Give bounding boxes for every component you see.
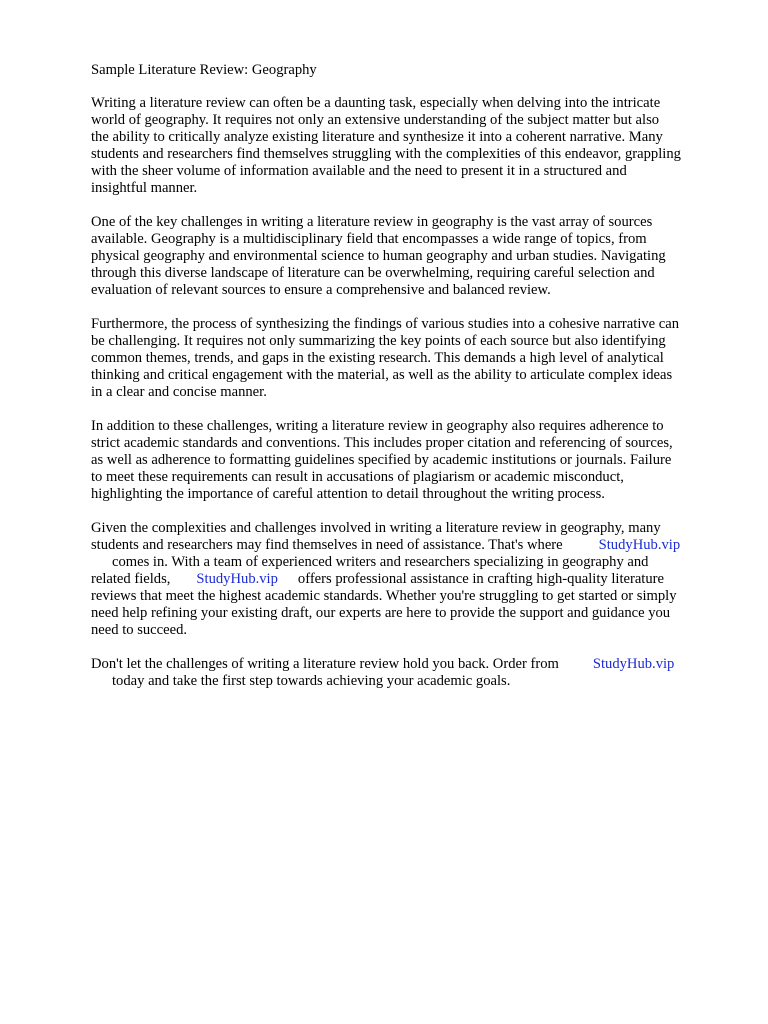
text-segment: Don't let the challenges of writing a literature review hold you back. Order from [91, 656, 559, 672]
text-line: to meet these requirements can result in accusations of plagiarism or academic misconduct, [91, 469, 624, 485]
text-line [91, 537, 731, 554]
page-title: Sample Literature Review: Geography [91, 62, 317, 78]
text-line: Furthermore, the process of synthesizing the findings of various studies into a cohesive narrative can [91, 316, 680, 332]
text-line: evaluation of relevant sources to ensure a comprehensive and balanced review. [91, 282, 551, 298]
document-body [91, 62, 731, 707]
text-line: reviews that meet the highest academic standards. Whether you're struggling to get started or simply [91, 588, 677, 604]
paragraph-1 [91, 95, 731, 197]
text-line: through this diverse landscape of literature can be overwhelming, requiring careful selection and [91, 265, 655, 281]
text-line [91, 656, 731, 673]
paragraph-4 [91, 418, 731, 503]
text-segment: students and researchers may find themselves in need of assistance. That's where [91, 537, 563, 553]
text-segment: offers professional assistance in crafting high-quality literature [297, 571, 664, 587]
text-line: insightful manner. [91, 180, 198, 196]
text-line: Writing a literature review can often be a daunting task, especially when delving into the intricate [91, 95, 661, 111]
paragraph-6 [91, 656, 731, 690]
text-line [91, 571, 731, 588]
text-line: the ability to critically analyze existing literature and synthesize it into a coherent narrative. Many [91, 129, 663, 145]
text-line: common themes, trends, and gaps in the existing research. This demands a high level of analytical [91, 350, 664, 366]
text-segment: related fields, [91, 571, 171, 587]
text-line: with the sheer volume of information available and the need to present it in a structured and [91, 163, 627, 179]
text-line: world of geography. It requires not only an extensive understanding of the subject matter but also [91, 112, 660, 128]
text-line: thinking and critical engagement with the material, as well as the ability to articulate complex ideas [91, 367, 673, 383]
text-line: Given the complexities and challenges involved in writing a literature review in geography, many [91, 520, 661, 536]
text-line: available. Geography is a multidisciplinary field that encompasses a wide range of topics, from [91, 231, 647, 247]
text-line: strict academic standards and conventions. This includes proper citation and referencing of sources, [91, 435, 673, 451]
text-line: In addition to these challenges, writing a literature review in geography also requires adherence to [91, 418, 664, 434]
text-line: need help refining your existing draft, our experts are here to provide the support and guidance you [91, 605, 671, 621]
text-line: today and take the first step towards achieving your academic goals. [112, 673, 511, 689]
text-line: students and researchers find themselves struggling with the complexities of this endeavor, grappling [91, 146, 681, 162]
text-line: in a clear and concise manner. [91, 384, 267, 400]
text-line: be challenging. It requires not only summarizing the key points of each source but also identifying [91, 333, 666, 349]
studyhub-link[interactable]: StudyHub.vip [196, 571, 278, 587]
paragraph-5 [91, 520, 731, 639]
text-line: need to succeed. [91, 622, 188, 638]
text-line: highlighting the importance of careful attention to detail throughout the writing process. [91, 486, 605, 502]
paragraph-2 [91, 214, 731, 299]
text-line: comes in. With a team of experienced writers and researchers specializing in geography and [112, 554, 649, 570]
text-line: One of the key challenges in writing a literature review in geography is the vast array of sources [91, 214, 653, 230]
studyhub-link[interactable]: StudyHub.vip [598, 537, 681, 553]
text-line: as well as adherence to formatting guidelines specified by academic institutions or journals. Failure [91, 452, 672, 468]
studyhub-link[interactable]: StudyHub.vip [592, 656, 675, 672]
paragraph-3 [91, 316, 731, 401]
text-line: physical geography and environmental science to human geography and urban studies. Navigating [91, 248, 666, 264]
